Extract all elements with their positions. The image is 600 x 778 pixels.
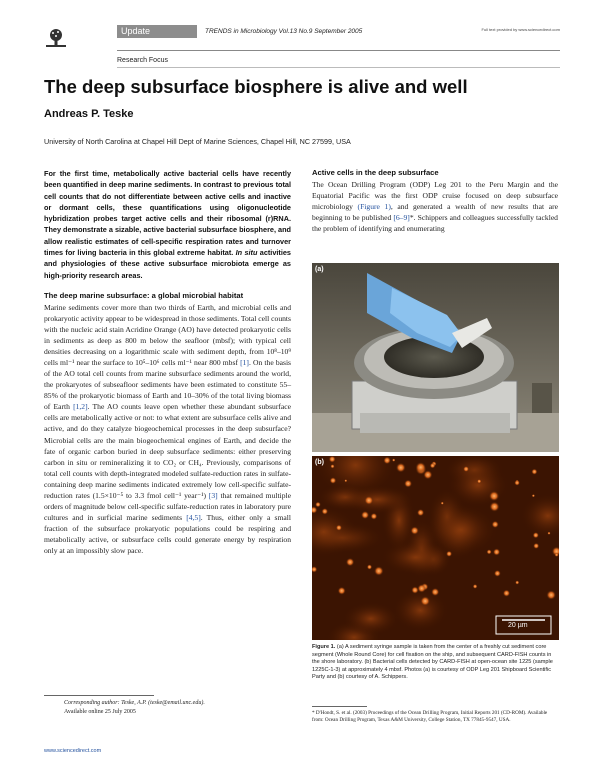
update-tag: Update bbox=[117, 25, 197, 38]
right-column bbox=[312, 168, 558, 234]
left-column bbox=[44, 168, 291, 556]
footnote-rule-right bbox=[312, 706, 367, 707]
section-heading-deep-marine: The deep marine subsurface: a global microbial habitat bbox=[44, 290, 244, 300]
figure-panel-b bbox=[312, 456, 559, 640]
citation-link[interactable]: [1] bbox=[240, 358, 249, 368]
author-name: Andreas P. Teske bbox=[44, 108, 134, 120]
citation-link[interactable]: [1,2] bbox=[73, 402, 88, 412]
sediment-sampling-photo bbox=[312, 263, 559, 452]
footnote-rule bbox=[44, 695, 154, 696]
header-note: Full text provided by www.sciencedirect.com bbox=[481, 27, 560, 32]
body-paragraph-2: The Ocean Drilling Program (ODP) Leg 201 to the Peru Margin and the Equatorial Pacific was the first ODP cruise focused on deep subsurface microbiology (Figure 1), and generated a wealth of new results that are beginning to be published [6–9]*. Schippers and colleagues successfully tackled the problem of identifying and enumerating bbox=[312, 180, 558, 234]
scale-bar-label: 20 µm bbox=[508, 622, 528, 629]
panel-label-b: (b) bbox=[315, 459, 324, 466]
abstract: For the first time, metabolically active bacterial cells have recently been quantified in deep marine sediments. In contrast to previous total cell counts that do not differentiate between active cells and inactive or dormant cells, these quantifications using oligonucleotide hybridization probes target active cells and their ribosomal (r)RNA. They demonstrate a sizable, active bacterial subsurface biosphere, and allow realistic estimates of cell-specific respiration rates and turnover times for living bacteria in this global extreme habitat. In situ activities and physiologies of these active subsurface microbiota emerge as high-priority research areas. bbox=[44, 169, 291, 280]
section-rule bbox=[117, 67, 560, 68]
author-affiliation: University of North Carolina at Chapel Hill Dept of Marine Sciences, Chapel Hill, NC 27599, USA bbox=[44, 137, 351, 146]
header-bar bbox=[117, 25, 560, 38]
article-title: The deep subsurface biosphere is alive and well bbox=[44, 76, 468, 97]
publisher-logo-icon bbox=[42, 26, 70, 48]
header-rule bbox=[117, 50, 560, 51]
section-heading-active-cells: Active cells in the deep subsurface bbox=[312, 168, 439, 177]
citation-link[interactable]: [4,5] bbox=[186, 512, 201, 522]
footnote: * D'Hondt, S. et al. (2003) Proceedings of the Ocean Drilling Program, Initial Reports 201 (CD-ROM). Available from: Ocean Drilling Program, Texas A&M University, College Station, TX 77845-9547, USA. bbox=[312, 710, 548, 724]
citation-link[interactable]: [3] bbox=[208, 490, 218, 500]
website-link[interactable]: www.sciencedirect.com bbox=[44, 748, 102, 754]
section-label: Research Focus bbox=[117, 57, 168, 64]
journal-citation: TRENDS in Microbiology Vol.13 No.9 September 2005 bbox=[205, 28, 363, 35]
corresponding-author: Corresponding author: Teske, A.P. (teske@email.unc.edu). Available online 25 July 2005 bbox=[64, 700, 205, 715]
panel-label-a: (a) bbox=[315, 266, 324, 273]
figure-link[interactable]: (Figure 1) bbox=[357, 202, 391, 212]
fluorescence-micrograph bbox=[312, 456, 559, 640]
citation-link[interactable]: [6–9] bbox=[393, 213, 410, 223]
figure-panel-a bbox=[312, 263, 559, 452]
figure-caption: Figure 1. (a) A sediment syringe sample is taken from the center of a freshly cut sediment core segment (Whole Round Core) for cell fixation on the ship, and subsequent CARD-FISH counts in the shore laboratory. (b) Bacterial cells detected by CARD-FISH at open-ocean site 1225 (sample 1225C-1-3) at approximately 4 mbsf. Photos (a) is courtesy of ODP Leg 201 Shipboard Scientific Party and (b) courtesy of A. Schippers. bbox=[312, 644, 553, 680]
body-paragraph-1: Marine sediments cover more than two thirds of Earth, and microbial cells and prokaryotic activity appear to be widespread in those sediments. Total cell counts with the nucleic acid stain Acridine Orange (AO) have detected prokaryotic cells in sediments as deep as 800 m below the seafloor (mbsf); with typical cell densities decreasing on a logarithmic scale with sediment depth, from 10⁸–10⁹ cells ml⁻¹ near the surface to 10⁵–10⁶ cells ml⁻¹ near 800 mbsf [1]. On the basis of the AO total cell counts from marine subsurface sediments around the world, the prokaryotes of subseafloor sediments have been estimated to constitute 55–85% of the prokaryotic biomass of Earth and 10–30% of the total living biomass of Earth [1,2]. The AO counts leave open whether these abundant subsurface cells are metabolically active or not: to what extent are subsurface cells alive and active, and do they catalyze biogeochemical processes in the deep subsurface? Microbial cells are the main biogeochemical engines of Earth, and decide the fate of organic carbon buried in deep subsurface sediments: either preserving carbon in situ or remineralizing it to CO₂ or CH₄. Previously, comparisons of total cell counts with depth-integrated modeled sulfate-reduction rates in sulfate-containing deep marine sediments indicated extremely low cell-specific sulfate-reduction rates (1.5×10⁻⁵ to 3.3 fmol cell⁻¹ year⁻¹) [3] that remained multiple orders of magnitude below cell-specific sulfate-reduction rates in laboratory pure cultures and in surficial marine sediments [4,5]. Thus, either only a small fraction of the subsurface prokaryotic populations could be respiring and metabolically active, or subsurface cells could generate energy by respiration only at an impossibly slow pace. bbox=[44, 302, 292, 555]
